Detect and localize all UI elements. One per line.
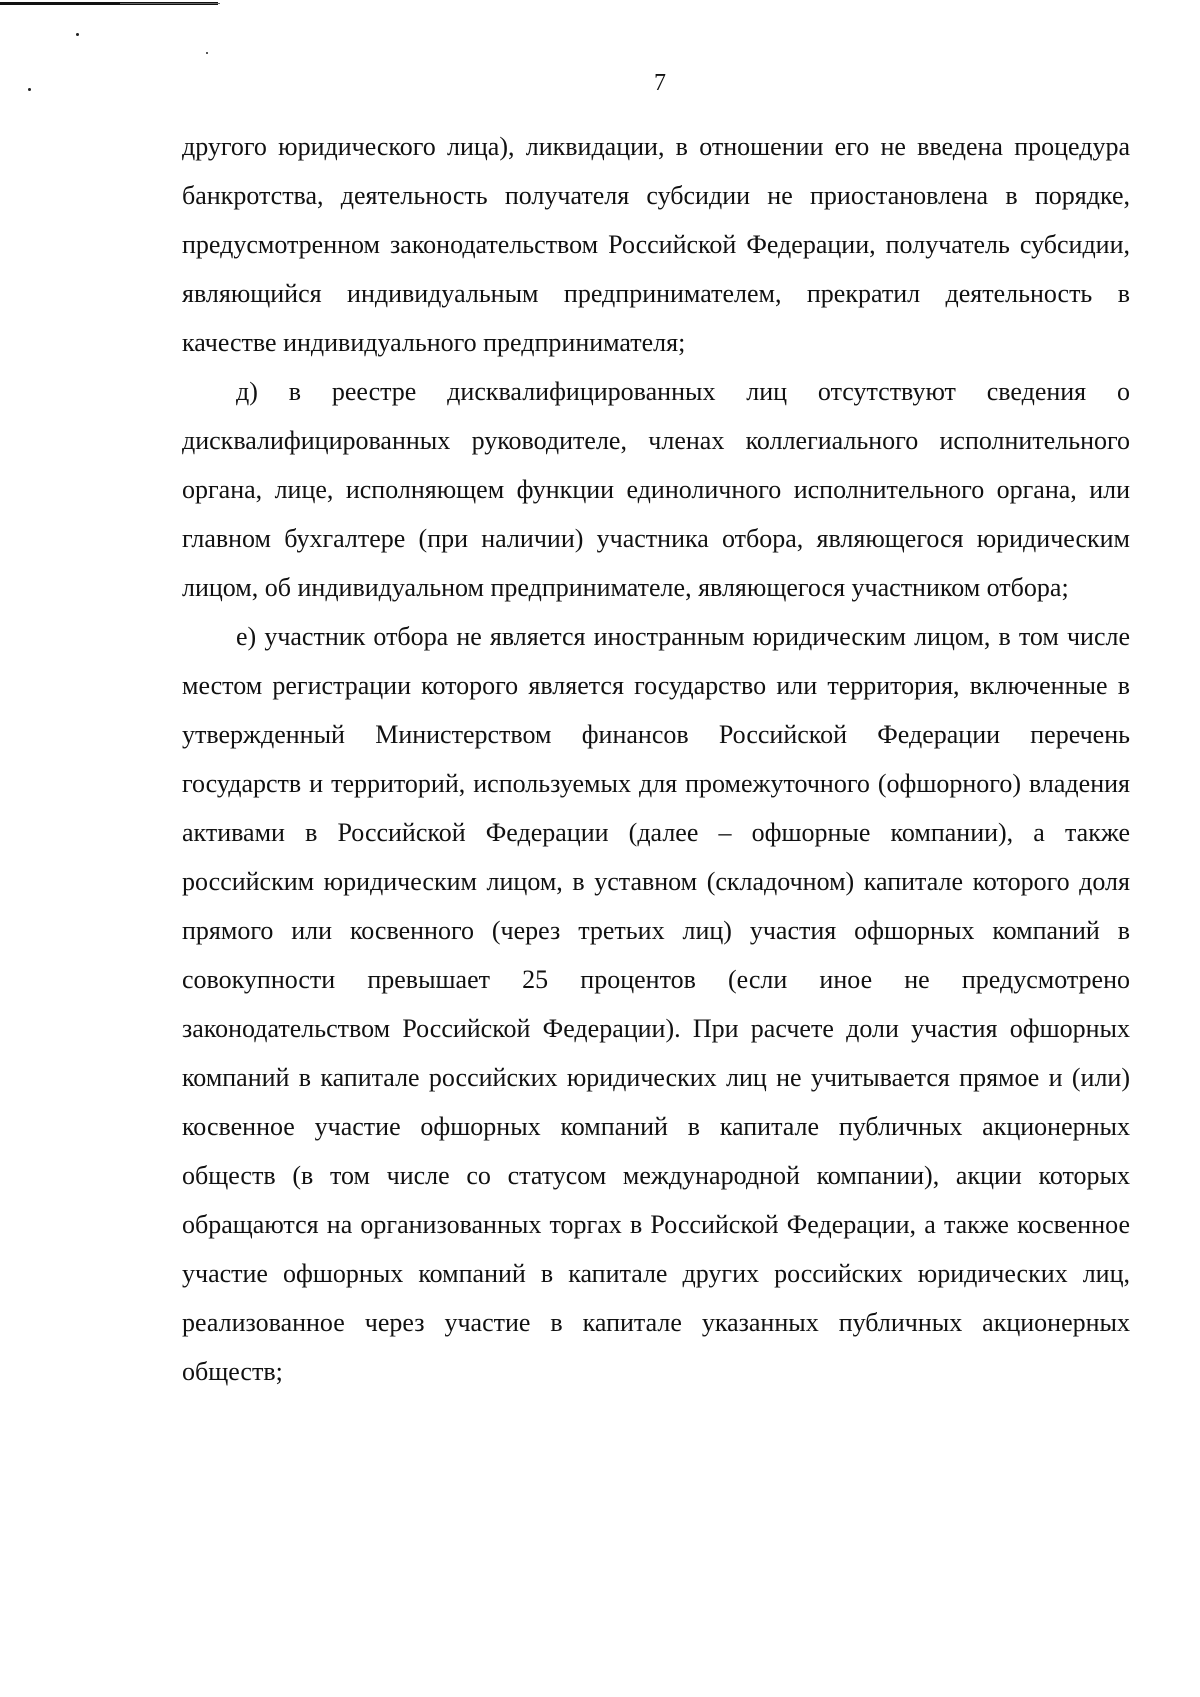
page-number: 7 <box>654 70 666 96</box>
scan-speck <box>76 33 79 36</box>
paragraph-item-e: е) участник отбора не является иностранным юридическим лицом, в том числе местом регистрации которого является государство или территория, включенные в утвержденный Министерством финансов Российской Федерации перечень государств и территорий, используемых для промежуточного (офшорного) владения активами в Российской Федерации (далее – офшорные компании), а также российским юридическим лицом, в уставном (складочном) капитале которого доля прямого или косвенного (через третьих лиц) участия офшорных компаний в совокупности превышает 25 процентов (если иное не предусмотрено законодательством Российской Федерации). При расчете доли участия офшорных компаний в капитале российских юридических лиц не учитывается прямое и (или) косвенное участие офшорных компаний в капитале публичных акционерных обществ (в том числе со статусом международной компании), акции которых обращаются на организованных торгах в Российской Федерации, а также косвенное участие офшорных компаний в капитале других российских юридических лиц, реализованное через участие в капитале указанных публичных акционерных обществ; <box>182 622 1130 1386</box>
document-body <box>182 122 1130 1396</box>
paragraph-item-d: д) в реестре дисквалифицированных лиц отсутствуют сведения о дисквалифицированных руководителе, членах коллегиального исполнительного органа, лице, исполняющем функции единоличного исполнительного органа, или главном бухгалтере (при наличии) участника отбора, являющегося юридическим лицом, об индивидуальном предпринимателе, являющегося участником отбора; <box>182 377 1130 602</box>
paragraph-continuation: другого юридического лица), ликвидации, в отношении его не введена процедура банкротства, деятельность получателя субсидии не приостановлена в порядке, предусмотренном законодательством Российской Федерации, получатель субсидии, являющийся индивидуальным предпринимателем, прекратил деятельность в качестве индивидуального предпринимателя; <box>182 132 1130 357</box>
scan-speck <box>206 52 208 54</box>
scan-top-rule-thin <box>120 3 220 4</box>
